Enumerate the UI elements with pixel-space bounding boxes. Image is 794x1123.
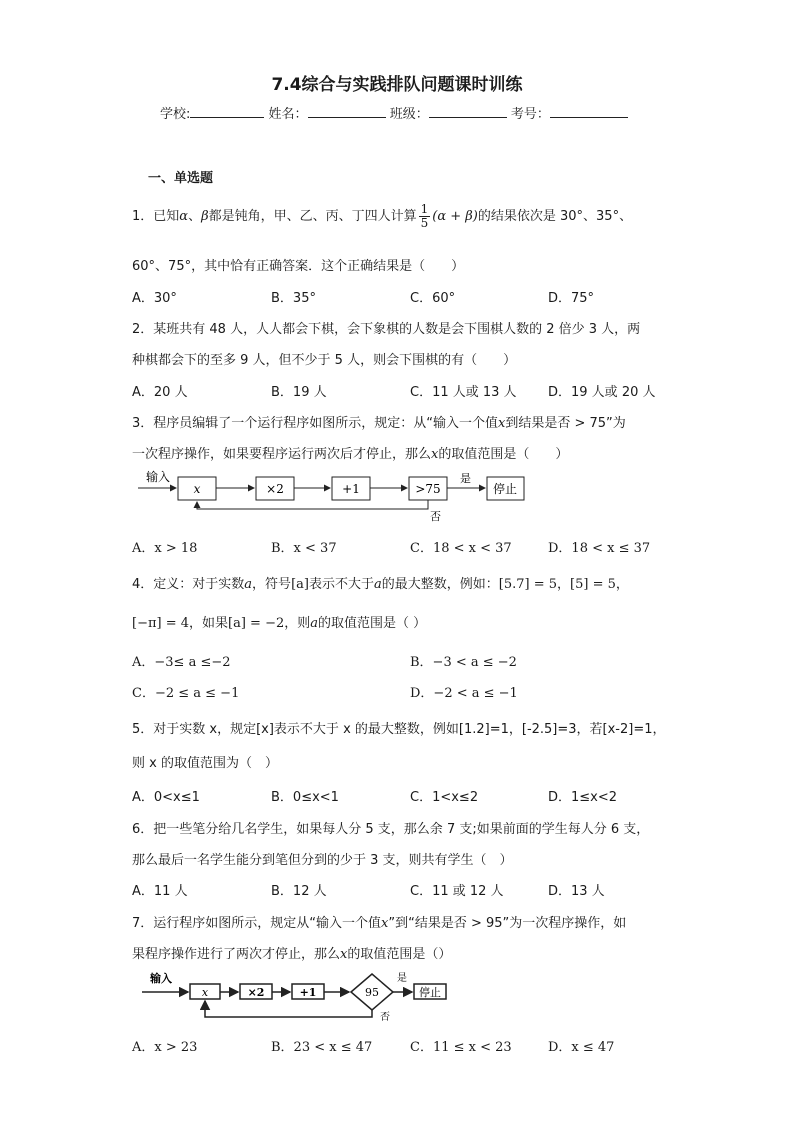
q3-option-b-text: B．x < 37	[271, 541, 337, 556]
q7-flow-yes: 是	[397, 973, 407, 984]
q3-option-c	[410, 537, 512, 556]
q5-option-c: C．1<x≤2	[410, 790, 479, 805]
q1-text-b: 都是钝角，甲、乙、丙、丁四人计算	[208, 209, 417, 224]
q4-text-e: ，如果	[189, 616, 229, 631]
q7-var-x2: x	[340, 947, 348, 962]
q3-line1	[132, 412, 626, 431]
q2-option-a: A．20 人	[132, 385, 188, 400]
q3-box-x-label: x	[193, 482, 201, 496]
class-blank	[429, 105, 507, 118]
q1-frac-den: 5	[420, 216, 429, 230]
q2-option-d: D．19 人或 20 人	[548, 385, 656, 400]
q1-alpha: α	[179, 209, 189, 224]
q7-flowchart	[140, 968, 460, 1022]
q4-option-c: C．−2 ≤ a ≤ −1	[132, 686, 240, 701]
q3-option-c-text: C．18 < x < 37	[410, 541, 512, 556]
q5-line2: 则 x 的取值范围为（ ）	[132, 756, 278, 771]
q6-option-d: D．13 人	[548, 884, 605, 899]
q4-text-b: ，符号	[252, 577, 292, 592]
school-label: 学校:	[160, 107, 191, 122]
q3-text-a: 3．程序员编辑了一个运行程序如图所示，规定：从“输入一个值	[132, 416, 499, 431]
q1-sep: 、	[188, 209, 202, 224]
class-label: 班级：	[389, 107, 429, 122]
q7-option-c: C．11 ≤ x < 23	[410, 1040, 512, 1055]
q1-frac-num: 1	[420, 202, 429, 216]
q7-option-a: A．x > 23	[132, 1040, 198, 1055]
q7-line1	[132, 912, 626, 931]
q1-line1	[132, 203, 632, 230]
q3-option-b	[271, 537, 337, 556]
q3-box-stop-label: 停止	[492, 482, 518, 496]
q3-var-x2: x	[431, 447, 439, 462]
q5-line1: 5．对于实数 x，规定[x]表示不大于 x 的最大整数，例如[1.2]=1，[-2.5]=3，若[x-2]=1，	[132, 722, 666, 737]
q7-diamond-label: 95	[365, 986, 379, 999]
q4-text-a: 4．定义：对于实数	[132, 577, 245, 592]
q7-text-a: 7．运行程序如图所示，规定从“输入一个值	[132, 916, 382, 931]
q3-flow-no: 否	[430, 510, 441, 523]
q1-text-c: 的结果依次是 30°、35°、	[477, 209, 633, 224]
q3-box-add-label: +1	[342, 482, 360, 496]
q7-box-add-label: +1	[299, 986, 317, 999]
q1-beta: β	[201, 209, 209, 224]
school-blank	[190, 105, 264, 118]
name-blank	[308, 105, 386, 118]
page-title: 7.4综合与实践排队问题课时训练	[271, 75, 523, 95]
q3-option-d	[548, 537, 650, 556]
q7-text-b: ”到“结果是否 > 95”为一次程序操作，如	[388, 916, 627, 931]
q6-option-a: A．11 人	[132, 884, 188, 899]
q7-flow-input: 输入	[150, 972, 172, 985]
q3-flowchart	[130, 468, 550, 526]
q4-comma: ，	[557, 577, 571, 592]
q4-text-c: 表示不大于	[308, 577, 374, 592]
q7-var-x: x	[381, 916, 389, 931]
q4-text-g: 的取值范围是（ ）	[318, 616, 427, 631]
q7-option-d: D．x ≤ 47	[548, 1040, 615, 1055]
q4-var-a2: a	[373, 577, 382, 592]
q3-box-mul-label: ×2	[266, 482, 284, 496]
q6-option-c: C．11 或 12 人	[410, 884, 504, 899]
q4-text-d: 的最大整数，例如：	[381, 577, 499, 592]
q6-line1: 6．把一些笔分给几名学生，如果每人分 5 支，那么余 7 支;如果前面的学生每人分 6 支，	[132, 822, 650, 837]
q3-flow-yes: 是	[460, 472, 471, 485]
q4-line2	[132, 612, 426, 631]
q7-line2	[132, 943, 451, 962]
exam-no-label: 考号：	[510, 107, 550, 122]
q5-option-a: A．0<x≤1	[132, 790, 200, 805]
q3-option-a	[132, 537, 197, 556]
q5-option-b: B．0≤x<1	[271, 790, 339, 805]
q3-var-x: x	[498, 416, 506, 431]
section-heading: 一、单选题	[148, 171, 214, 186]
q1-line2: 60°、75°，其中恰有正确答案．这个正确结果是（ ）	[132, 259, 465, 274]
q1-text-a: 1．已知	[132, 209, 180, 224]
q7-box-stop-label: 停止	[419, 986, 441, 999]
q2-option-b: B．19 人	[271, 385, 327, 400]
q7-option-b: B．23 < x ≤ 47	[271, 1040, 373, 1055]
q1-option-d: D．75°	[548, 291, 595, 306]
q2-line1: 2．某班共有 48 人，人人都会下棋，会下象棋的人数是会下围棋人数的 2 倍少 3 人，两	[132, 322, 641, 337]
q4-condition: [a] = −2	[228, 616, 285, 631]
q4-var-a3: a	[310, 616, 319, 631]
q4-example-1: [5.7] = 5	[498, 577, 558, 592]
q4-option-a: A．−3≤ a ≤−2	[132, 655, 231, 670]
q3-text-b: 到结果是否 > 75”为	[505, 416, 626, 431]
q7-text-c: 果程序操作进行了两次才停止，那么	[132, 947, 341, 962]
q2-line2: 种棋都会下的至多 9 人，但不少于 5 人，则会下围棋的有（ ）	[132, 353, 517, 368]
q4-option-b: B．−3 < a ≤ −2	[410, 655, 517, 670]
q3-line2	[132, 443, 568, 462]
name-label: 姓名：	[268, 107, 308, 122]
q4-example-2: [5] = 5	[570, 577, 616, 592]
q3-box-cmp-label: >75	[415, 482, 441, 496]
q3-arrow-loop	[197, 500, 428, 509]
q4-bracket-a: [a]	[291, 577, 309, 592]
q1-expr: (α + β)	[432, 209, 478, 224]
q3-flow-input: 输入	[146, 470, 171, 484]
exam-no-blank	[550, 105, 628, 118]
q3-option-d-text: D．18 < x ≤ 37	[548, 541, 651, 556]
q4-var-a: a	[244, 577, 253, 592]
q4-example-3: [−π] = 4	[132, 616, 190, 631]
q7-flow-no: 否	[380, 1012, 390, 1022]
q4-option-d: D．−2 < a ≤ −1	[410, 686, 518, 701]
q3-text-d: 的取值范围是（ ）	[438, 447, 569, 462]
q7-arrow-loop	[205, 1001, 372, 1017]
q5-option-d: D．1≤x<2	[548, 790, 618, 805]
q4-line1	[132, 573, 629, 592]
q1-option-c: C．60°	[410, 291, 456, 306]
q3-option-a-text: A．x > 18	[132, 541, 198, 556]
student-info-line	[160, 103, 628, 122]
q7-box-mul-label: ×2	[247, 986, 265, 999]
q2-option-c: C．11 人或 13 人	[410, 385, 517, 400]
q6-option-b: B．12 人	[271, 884, 327, 899]
q1-option-b: B．35°	[271, 291, 316, 306]
q6-line2: 那么最后一名学生能分到笔但分到的少于 3 支，则共有学生（ ）	[132, 853, 513, 868]
q1-fraction	[419, 203, 431, 230]
q7-box-x-label: x	[201, 986, 209, 999]
q7-text-d: 的取值范围是（）	[347, 947, 452, 962]
q1-option-a: A．30°	[132, 291, 177, 306]
q3-text-c: 一次程序操作，如果要程序运行两次后才停止，那么	[132, 447, 432, 462]
q4-text-f: ，则	[284, 616, 311, 631]
q4-comma-end: ，	[615, 577, 629, 592]
